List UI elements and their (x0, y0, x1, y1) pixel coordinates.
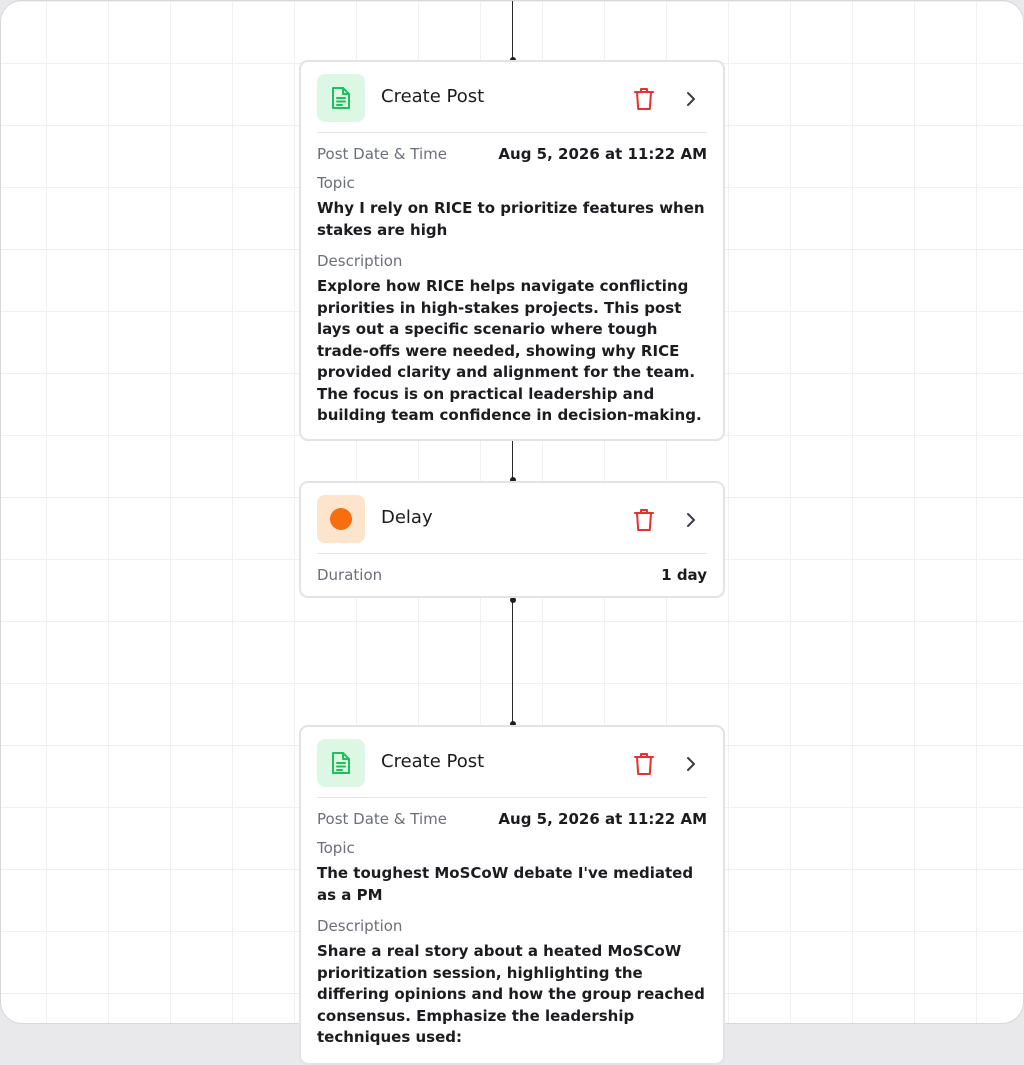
post-date-row (317, 810, 707, 828)
connector-top (512, 1, 513, 61)
node-body (301, 133, 723, 439)
chevron-right-icon (685, 512, 697, 528)
document-icon (317, 739, 365, 787)
orange-dot-icon (330, 508, 352, 530)
node-header (317, 62, 707, 133)
post-date-value: Aug 5, 2026 at 11:22 AM (498, 810, 707, 828)
post-date-label: Post Date & Time (317, 145, 447, 163)
connector-post-to-delay (512, 437, 513, 480)
chevron-right-icon (685, 756, 697, 772)
duration-value: 1 day (661, 566, 707, 584)
post-date-value: Aug 5, 2026 at 11:22 AM (498, 145, 707, 163)
trash-icon (633, 87, 655, 111)
description-value: Explore how RICE helps navigate conflicting priorities in high-stakes projects. This post lays out a specific scenario where tough trade-offs were needed, showing why RICE provided clarity and alignment for the team. The focus is on practical leadership and building team confidence in decision-making. (317, 277, 702, 424)
node-title: Create Post (381, 751, 485, 772)
delete-button[interactable] (631, 751, 657, 777)
delete-button[interactable] (631, 86, 657, 112)
topic-label: Topic (317, 839, 355, 857)
open-node-button[interactable] (679, 508, 703, 532)
topic-field (317, 174, 707, 241)
delay-node[interactable] (299, 481, 725, 598)
description-field (317, 917, 707, 1049)
duration-label: Duration (317, 566, 383, 584)
topic-value: The toughest MoSCoW debate I've mediated as a PM (317, 864, 694, 904)
open-node-button[interactable] (679, 87, 703, 111)
delay-icon (317, 495, 365, 543)
node-body (301, 554, 723, 596)
node-body (301, 798, 723, 1061)
description-value: Share a real story about a heated MoSCoW prioritization session, highlighting the differing opinions and how the group reached consensus. Emphasize the leadership techniques used: (317, 942, 705, 1046)
topic-field (317, 839, 707, 906)
duration-row (317, 566, 707, 584)
topic-value: Why I rely on RICE to prioritize features when stakes are high (317, 199, 705, 239)
trash-icon (633, 752, 655, 776)
open-node-button[interactable] (679, 752, 703, 776)
description-label: Description (317, 252, 403, 270)
create-post-node[interactable] (299, 725, 725, 1065)
node-header (317, 727, 707, 798)
create-post-node[interactable] (299, 60, 725, 441)
description-field (317, 252, 707, 427)
description-label: Description (317, 917, 403, 935)
node-header (317, 483, 707, 554)
node-title: Delay (381, 507, 433, 528)
chevron-right-icon (685, 91, 697, 107)
document-icon (317, 74, 365, 122)
connector-delay-to-post (512, 600, 513, 724)
post-date-row (317, 145, 707, 163)
post-date-label: Post Date & Time (317, 810, 447, 828)
topic-label: Topic (317, 174, 355, 192)
delete-button[interactable] (631, 507, 657, 533)
node-title: Create Post (381, 86, 485, 107)
trash-icon (633, 508, 655, 532)
